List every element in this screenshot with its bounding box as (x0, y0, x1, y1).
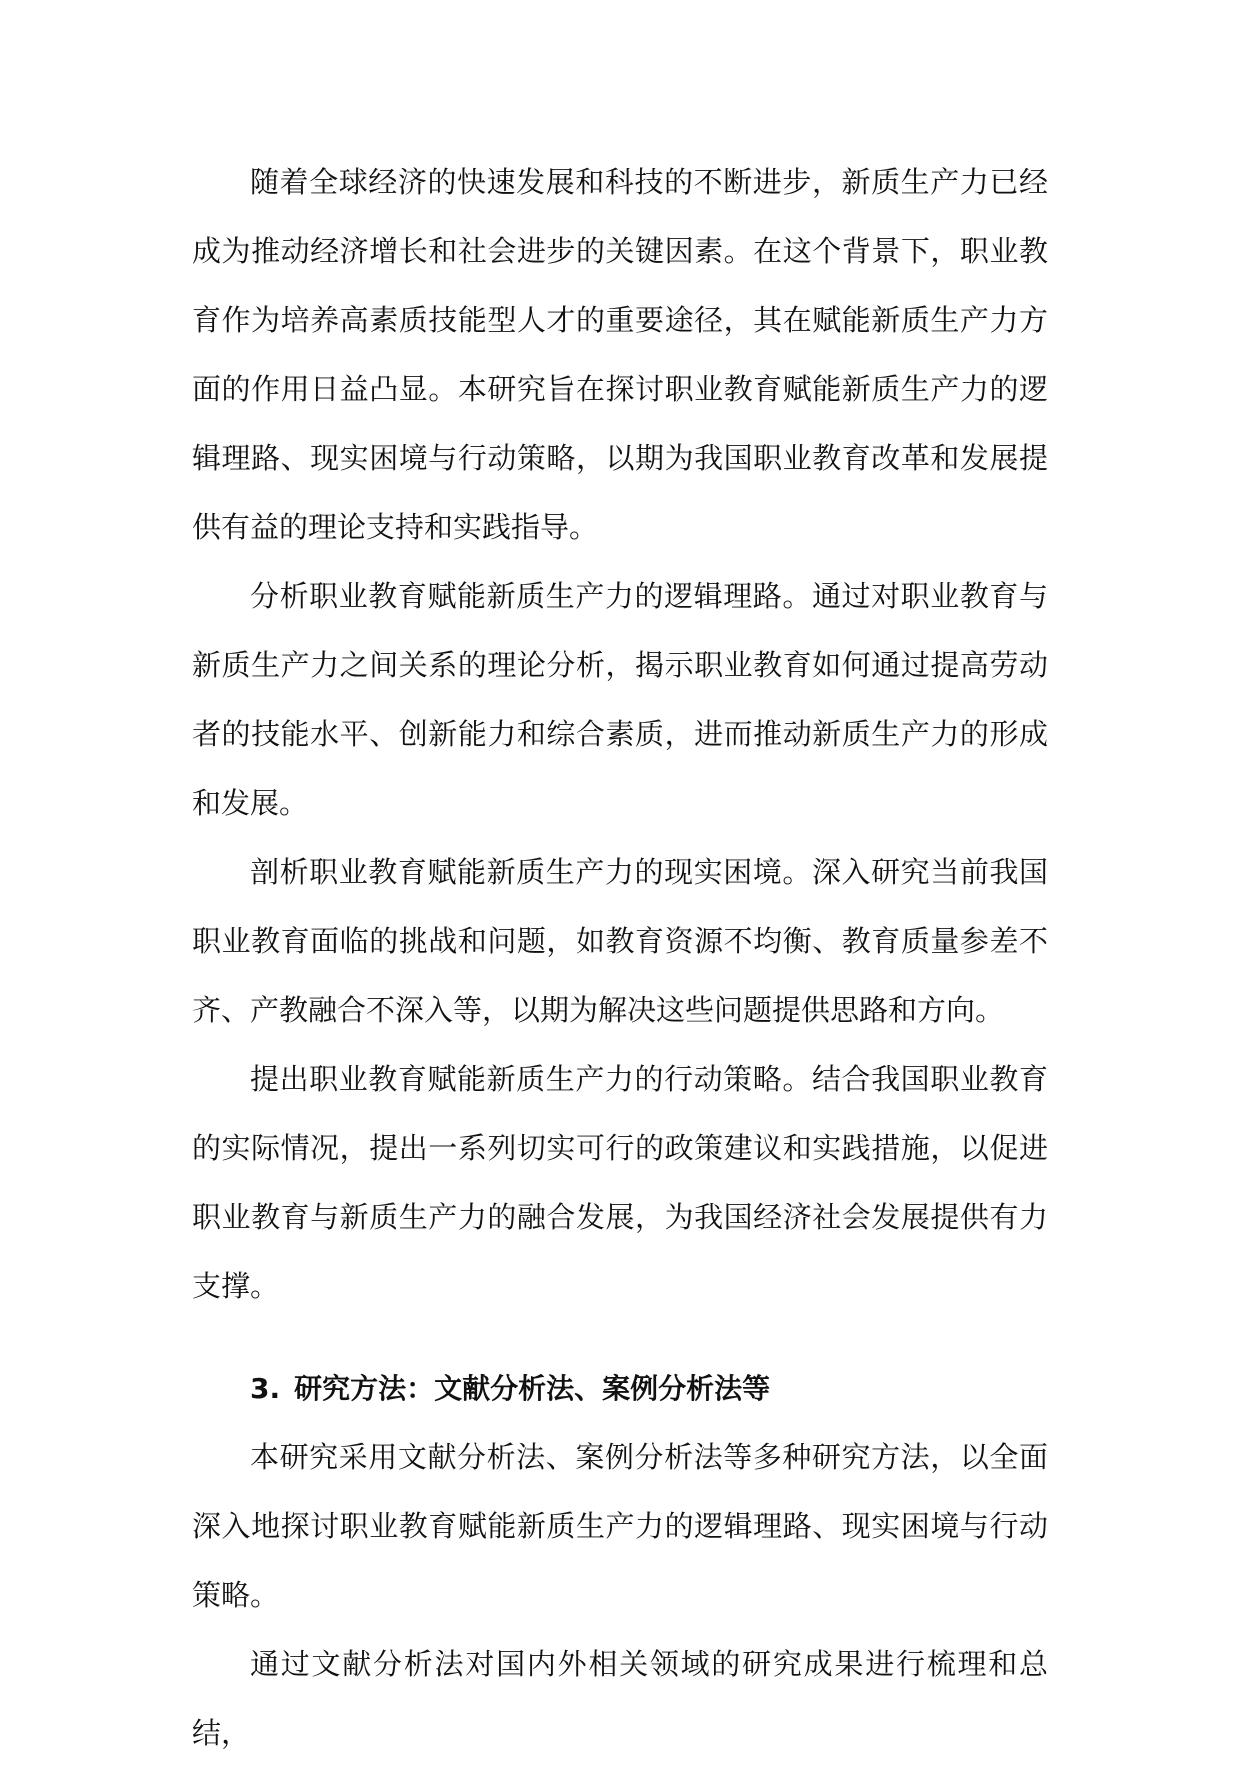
paragraph-action-strategy: 提出职业教育赋能新质生产力的行动策略。结合我国职业教育的实际情况，提出一系列切实可行的政策建议和实践措施，以促进职业教育与新质生产力的融合发展，为我国经济社会发展提供有力支撑。 (192, 1062, 1048, 1303)
document-body (192, 148, 1048, 1768)
paragraph-literature-analysis: 通过文献分析法对国内外相关领域的研究成果进行梳理和总结， (192, 1647, 1048, 1750)
paragraph-logic-path: 分析职业教育赋能新质生产力的逻辑理路。通过对职业教育与新质生产力之间关系的理论分析，揭示职业教育如何通过提高劳动者的技能水平、创新能力和综合素质，进而推动新质生产力的形成和发展。 (192, 579, 1048, 820)
section-title: 研究方法：文献分析法、案例分析法等 (294, 1372, 771, 1405)
paragraph-background: 随着全球经济的快速发展和科技的不断进步，新质生产力已经成为推动经济增长和社会进步的关键因素。在这个背景下，职业教育作为培养高素质技能型人才的重要途径，其在赋能新质生产力方面的作用日益凸显。本研究旨在探讨职业教育赋能新质生产力的逻辑理路、现实困境与行动策略，以期为我国职业教育改革和发展提供有益的理论支持和实践指导。 (192, 165, 1048, 544)
section-heading (192, 1354, 1048, 1423)
section-number: 3. (250, 1372, 281, 1405)
paragraph-methods-intro: 本研究采用文献分析法、案例分析法等多种研究方法，以全面深入地探讨职业教育赋能新质生产力的逻辑理路、现实困境与行动策略。 (192, 1440, 1048, 1612)
paragraph-real-dilemma: 剖析职业教育赋能新质生产力的现实困境。深入研究当前我国职业教育面临的挑战和问题，如教育资源不均衡、教育质量参差不齐、产教融合不深入等，以期为解决这些问题提供思路和方向。 (192, 855, 1048, 1027)
